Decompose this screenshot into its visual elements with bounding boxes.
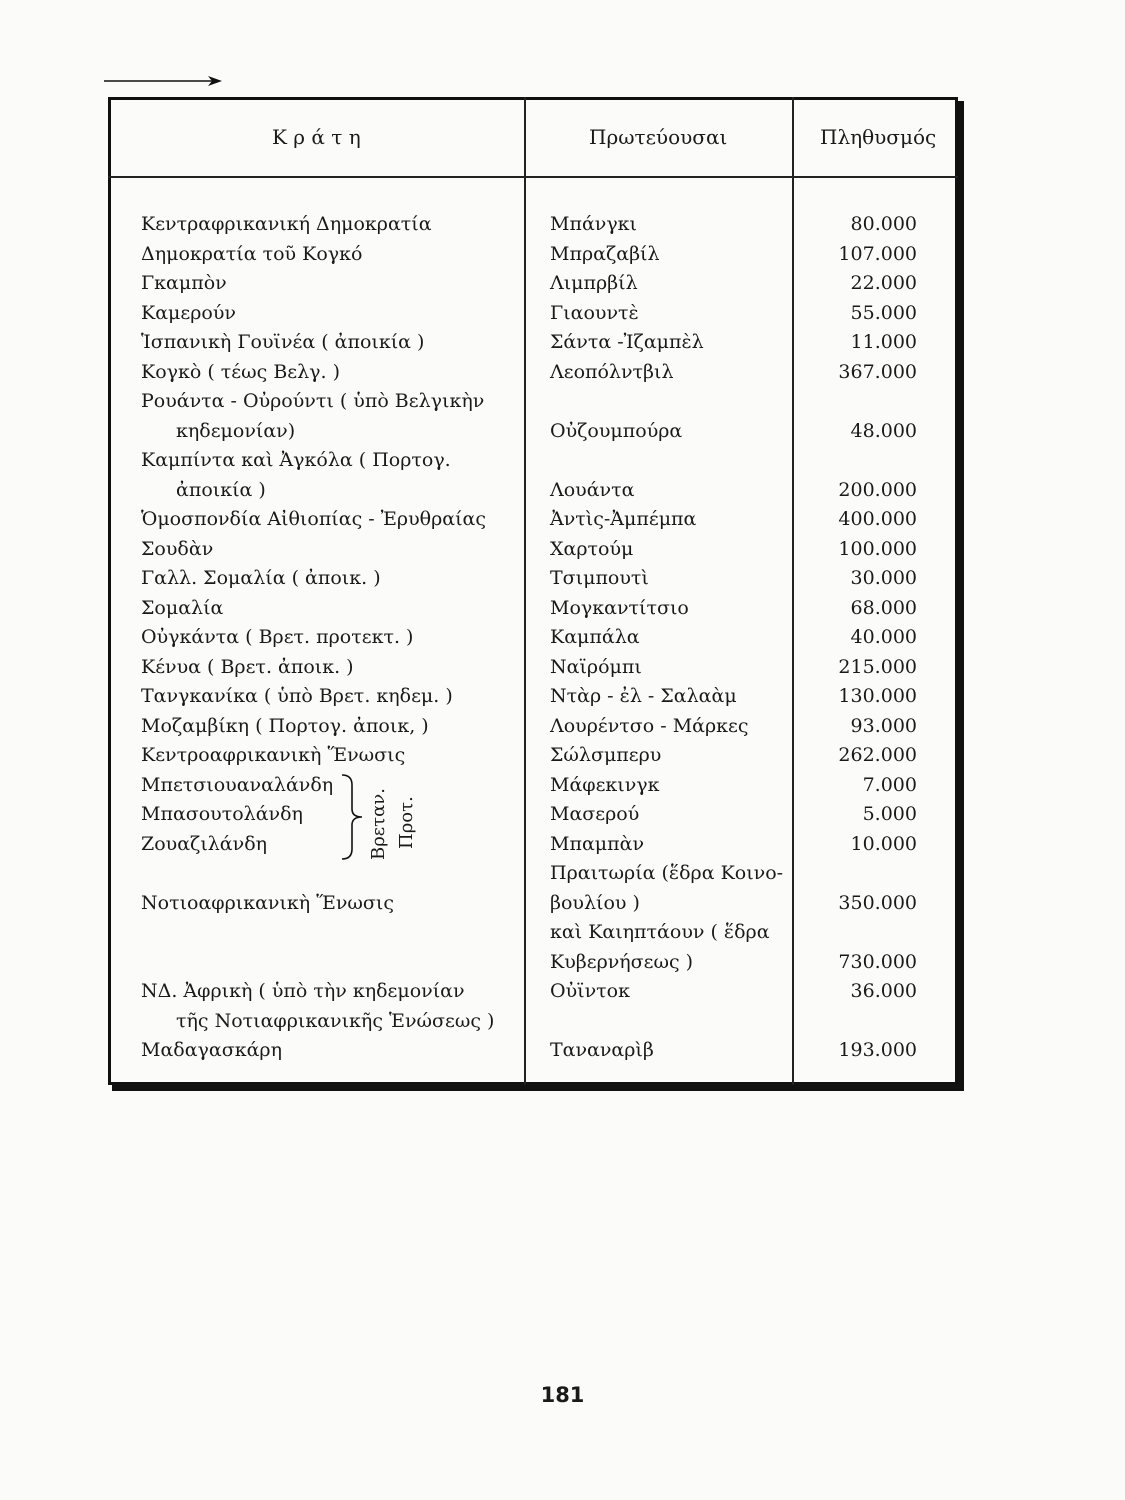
capital-cell: Οὐϊντοκ	[550, 980, 630, 1002]
table-row	[108, 564, 958, 594]
table-row	[108, 417, 958, 447]
arrow-right-icon	[104, 73, 224, 89]
state-cell: ἀποικία )	[176, 478, 266, 501]
table-row	[108, 240, 958, 270]
state-cell: Γαλλ. Σομαλία ( ἀποικ. )	[141, 567, 381, 589]
capital-cell: Χαρτούμ	[550, 537, 634, 560]
population-cell: 100.000	[838, 537, 917, 560]
state-cell: Καμερούν	[141, 301, 236, 324]
capital-cell: Ταναναρὶβ	[550, 1039, 654, 1061]
table-row	[108, 948, 958, 978]
table-row	[108, 623, 958, 653]
states-table	[108, 97, 964, 1092]
population-cell: 130.000	[838, 685, 917, 707]
table-row	[108, 800, 958, 830]
state-cell: Κογκὸ ( τέως Βελγ. )	[141, 360, 341, 383]
table-row	[108, 358, 958, 388]
state-cell: Κένυα ( Βρετ. ἀποικ. )	[141, 655, 354, 678]
capital-cell: Μπραζαβίλ	[550, 242, 660, 265]
state-cell: Ἱσπανικὴ Γουϊνέα ( ἀποικία )	[141, 331, 425, 353]
population-cell: 30.000	[850, 567, 917, 589]
population-cell: 200.000	[838, 478, 917, 501]
state-cell: Ζουαζιλάνδη	[141, 832, 268, 855]
table-row	[108, 771, 958, 801]
bracket-label-british: Βρεταν.	[368, 788, 389, 860]
state-cell: τῆς Νοτιαφρικανικῆς Ἑνώσεως )	[176, 1009, 495, 1032]
capital-cell: Πραιτωρία (ἕδρα Κοινο-	[550, 862, 784, 884]
state-cell: Μπασουτολάνδη	[141, 803, 303, 825]
table-row	[108, 653, 958, 683]
capital-cell: Κυβερνήσεως )	[550, 950, 694, 973]
table-row	[108, 594, 958, 624]
state-cell: Καμπίντα καὶ Ἀγκόλα ( Πορτογ.	[141, 449, 451, 471]
population-cell: 22.000	[850, 272, 917, 294]
population-cell: 400.000	[838, 508, 917, 530]
capital-cell: Τσιμπουτὶ	[550, 567, 649, 589]
capital-cell: Λεοπόλντβιλ	[550, 360, 674, 383]
capital-cell: Ἀντὶς-Ἀμπέμπα	[550, 508, 697, 530]
table-row	[108, 299, 958, 329]
table-row	[108, 328, 958, 358]
capital-cell: Μπάνγκι	[550, 213, 638, 235]
table-row	[108, 505, 958, 535]
table-row	[108, 859, 958, 889]
population-cell: 11.000	[850, 331, 917, 353]
population-cell: 80.000	[850, 213, 917, 235]
state-cell: Κεντροαφρικανικὴ Ἕνωσις	[141, 744, 406, 766]
capital-cell: Σώλσμπερυ	[550, 744, 662, 766]
population-cell: 55.000	[850, 301, 917, 324]
state-cell: Σουδὰν	[141, 537, 214, 560]
table-row	[108, 210, 958, 240]
table-row	[108, 918, 958, 948]
header-population: Πληθυσμός	[820, 125, 937, 149]
table-row	[108, 1007, 958, 1037]
state-cell: Μοζαμβίκη ( Πορτογ. ἀποικ, )	[141, 714, 429, 737]
table-row	[108, 830, 958, 860]
population-cell: 36.000	[850, 980, 917, 1002]
state-cell: κηδεμονίαν)	[176, 419, 296, 442]
population-cell: 40.000	[850, 626, 917, 648]
capital-cell: Λιμπρβίλ	[550, 272, 638, 294]
capital-cell: Ντὰρ - ἐλ - Σαλαὰμ	[550, 685, 737, 707]
header-capitals: Πρωτεύουσαι	[589, 125, 728, 149]
table-row	[108, 476, 958, 506]
population-cell: 262.000	[838, 744, 917, 766]
bracket-label-protectorate: Προτ.	[396, 796, 417, 849]
capital-cell: καὶ Καιηπτάουν ( ἕδρα	[550, 921, 770, 943]
table-shadow-bottom	[112, 1085, 964, 1091]
table-row	[108, 1036, 958, 1066]
capital-cell: Λουάντα	[550, 478, 635, 501]
capital-cell: Οὐζουμπούρα	[550, 419, 683, 442]
table-shadow-right	[958, 101, 964, 1091]
table-row	[108, 269, 958, 299]
page-number: 181	[540, 1383, 585, 1407]
header-states: Κ ρ ά τ η	[272, 125, 361, 149]
state-cell: ΝΔ. Ἀφρικὴ ( ὑπὸ τὴν κηδεμονίαν	[141, 980, 465, 1002]
state-cell: Μπετσιουαναλάνδη	[141, 773, 334, 796]
header-divider	[108, 176, 958, 178]
population-cell: 367.000	[838, 360, 917, 383]
population-cell: 107.000	[838, 242, 917, 265]
capital-cell: Σάντα -Ἰζαμπὲλ	[550, 331, 704, 353]
table-row	[108, 535, 958, 565]
population-cell: 48.000	[850, 419, 917, 442]
population-cell: 730.000	[838, 950, 917, 973]
population-cell: 193.000	[838, 1039, 917, 1061]
population-cell: 10.000	[850, 832, 917, 855]
right-brace-icon	[340, 773, 364, 861]
state-cell: Ὁμοσπονδία Αἰθιοπίας - Ἐρυθραίας	[141, 508, 487, 530]
table-row	[108, 446, 958, 476]
capital-cell: Μάφεκινγκ	[550, 773, 660, 796]
population-cell: 215.000	[838, 655, 917, 678]
capital-cell: Λουρέντσο - Μάρκες	[550, 714, 749, 737]
population-cell: 68.000	[850, 596, 917, 619]
capital-cell: βουλίου )	[550, 891, 640, 914]
state-cell: Μαδαγασκάρη	[141, 1039, 282, 1061]
state-cell: Δημοκρατία τοῦ Κογκό	[141, 242, 363, 265]
state-cell: Κεντραφρικανική Δημοκρατία	[141, 213, 432, 235]
population-cell: 93.000	[850, 714, 917, 737]
state-cell: Οὐγκάντα ( Βρετ. προτεκτ. )	[141, 626, 414, 648]
capital-cell: Μπαμπὰν	[550, 832, 644, 855]
population-cell: 5.000	[862, 803, 917, 825]
table-row	[108, 387, 958, 417]
table-row	[108, 889, 958, 919]
table-row	[108, 741, 958, 771]
table-row	[108, 977, 958, 1007]
state-cell: Γκαμπὸν	[141, 272, 227, 294]
capital-cell: Μασερού	[550, 803, 640, 825]
capital-cell: Καμπάλα	[550, 626, 640, 648]
population-cell: 350.000	[838, 891, 917, 914]
state-cell: Ρουάντα - Οὐρούντι ( ὑπὸ Βελγικὴν	[141, 390, 485, 412]
state-cell: Νοτιοαφρικανικὴ Ἕνωσις	[141, 891, 394, 914]
table-row	[108, 712, 958, 742]
table-row	[108, 682, 958, 712]
population-cell: 7.000	[862, 773, 917, 796]
capital-cell: Γιαουντὲ	[550, 301, 639, 324]
capital-cell: Ναϊρόμπι	[550, 655, 642, 678]
capital-cell: Μογκαντίτσιο	[550, 596, 689, 619]
state-cell: Τανγκανίκα ( ὑπὸ Βρετ. κηδεμ. )	[141, 685, 453, 707]
state-cell: Σομαλία	[141, 596, 224, 619]
